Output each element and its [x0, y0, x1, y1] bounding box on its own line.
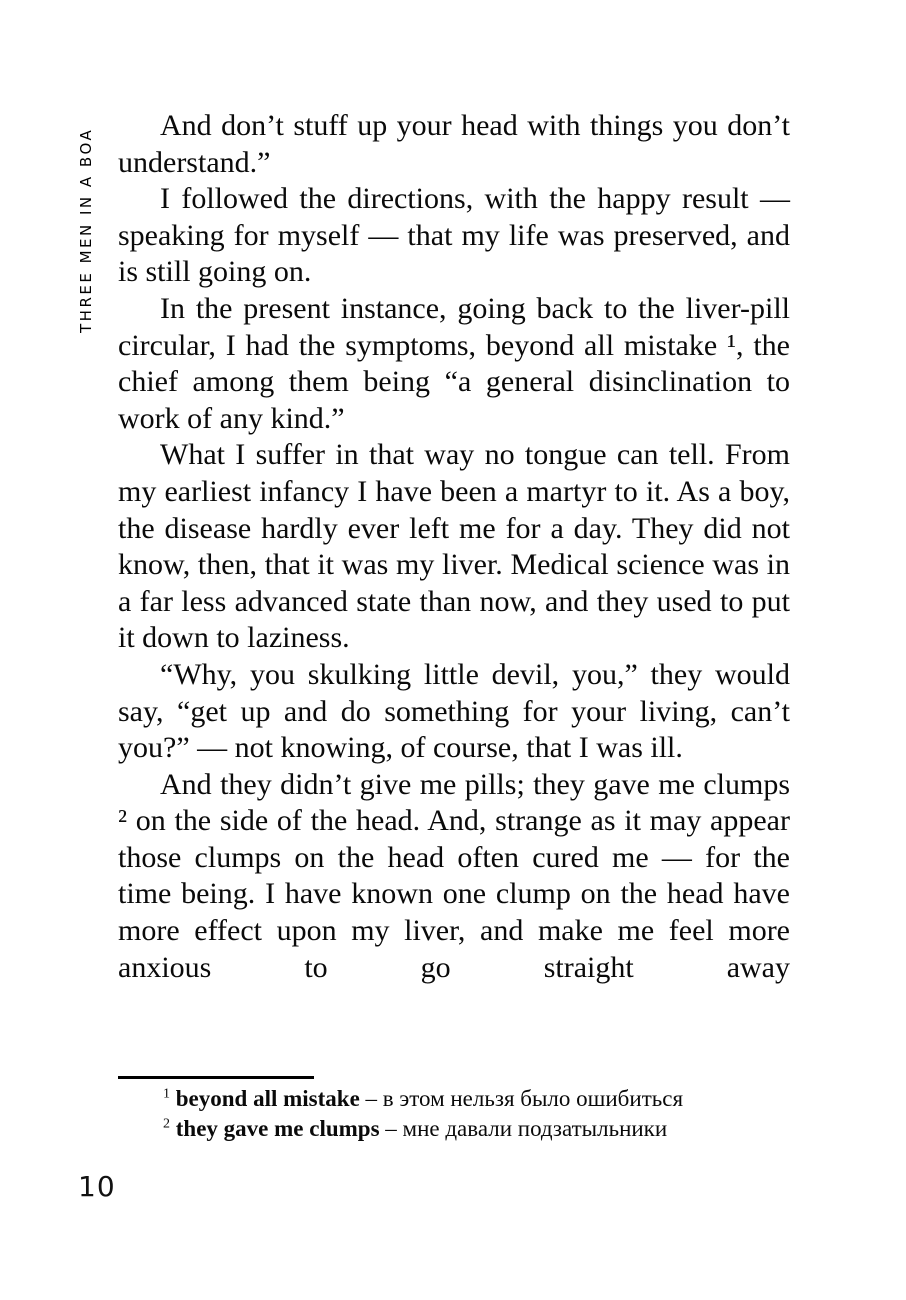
footnote-term: beyond all mistake — [175, 1086, 360, 1111]
footnote-marker: 2 — [163, 1116, 170, 1132]
paragraph: And don’t stuff up your head with things you don’t understand.” — [118, 109, 790, 179]
footnote-dash: – — [365, 1086, 378, 1111]
paragraph: What I suffer in that way no tongue can tell. From my earliest infancy I have been a martyr to it. As a boy, the disease hardly ever left me for a day. They did not know, then, that it was my liver. Medical science was in a far less advanced state than now, and they used to put it down to laziness. — [118, 438, 790, 655]
footnote-marker: 1 — [163, 1086, 170, 1102]
body-text-column — [118, 108, 790, 986]
page-number: 10 — [78, 1170, 116, 1203]
footnote-translation: в этом нельзя было ошибиться — [382, 1086, 684, 1111]
footnotes — [163, 1084, 791, 1144]
paragraph: I followed the directions, with the happy result — speaking for myself — that my life was preserved, and is still going on. — [118, 182, 790, 289]
footnote — [163, 1084, 791, 1114]
running-title: THREE MEN IN A BOA — [77, 127, 95, 333]
footnote-translation: мне давали подзатыльники — [402, 1116, 668, 1141]
footnote — [163, 1114, 791, 1144]
paragraph: In the present instance, going back to the liver-pill circular, I had the symptoms, beyond all mistake ¹, the chief among them being “a general disinclination to work of any kind.” — [118, 291, 790, 435]
footnote-dash: – — [385, 1116, 397, 1141]
footnote-term: they gave me clumps — [175, 1116, 380, 1141]
paragraph: “Why, you skulking little devil, you,” they would say, “get up and do something for your living, can’t you?” — not knowing, of course, that I was ill. — [118, 657, 790, 765]
paragraph: And they didn’t give me pills; they gave me clumps ² on the side of the head. And, strange as it may appear those clumps on the head often cured me — for the time being. I have known one clump on the head have more effect upon my liver, and make me feel more anxious to go straight away — [118, 767, 790, 984]
footnote-separator-rule — [118, 1076, 314, 1079]
